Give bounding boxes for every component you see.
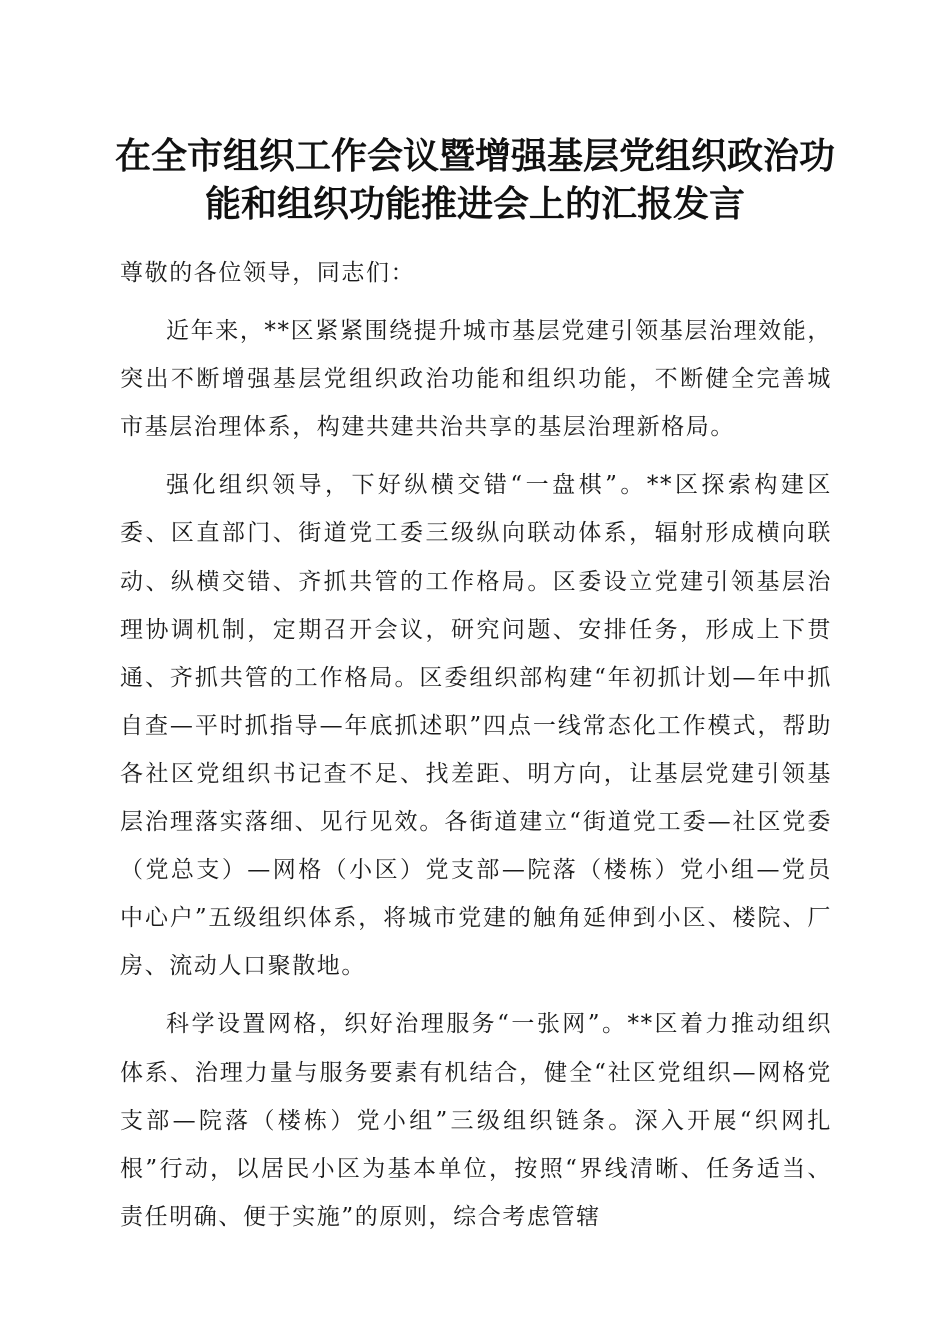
paragraph-organization-leadership: 强化组织领导，下好纵横交错“一盘棋”。**区探索构建区委、区直部门、街道党工委三级纵向联动体系，辐射形成横向联动、纵横交错、齐抓共管的工作格局。区委设立党建引领基层治理协调机制，定期召开会议，研究问题、安排任务，形成上下贯通、齐抓共管的工作格局。区委组织部构建“年初抓计划—年中抓自查—平时抓指导—年底抓述职”四点一线常态化工作模式，帮助各社区党组织书记查不足、找差距、明方向，让基层党建引领基层治理落实落细、见行见效。各街道建立“街道党工委—社区党委（党总支）—网格（小区）党支部—院落（楼栋）党小组—党员中心户”五级组织体系，将城市党建的触角延伸到小区、楼院、厂房、流动人口聚散地。	[120, 472, 832, 980]
paragraph-grid-setup: 科学设置网格，织好治理服务“一张网”。**区着力推动组织体系、治理力量与服务要素有机结合，健全“社区党组织—网格党支部—院落（楼栋）党小组”三级组织链条。深入开展“织网扎根”行动，以居民小区为基本单位，按照“界线清晰、任务适当、责任明确、便于实施”的原则，综合考虑管辖	[120, 1011, 832, 1230]
title-line-2: 能和组织功能推进会上的汇报发言	[204, 183, 745, 225]
paragraph-intro: 近年来，**区紧紧围绕提升城市基层党建引领基层治理效能，突出不断增强基层党组织政治功能和组织功能，不断健全完善城市基层治理体系，构建共建共治共享的基层治理新格局。	[120, 318, 832, 441]
document-body	[120, 249, 832, 1251]
title-line-1: 在全市组织工作会议暨增强基层党组织政治功	[114, 135, 835, 177]
document-title	[100, 132, 850, 228]
salutation: 尊敬的各位领导，同志们：	[120, 260, 416, 286]
